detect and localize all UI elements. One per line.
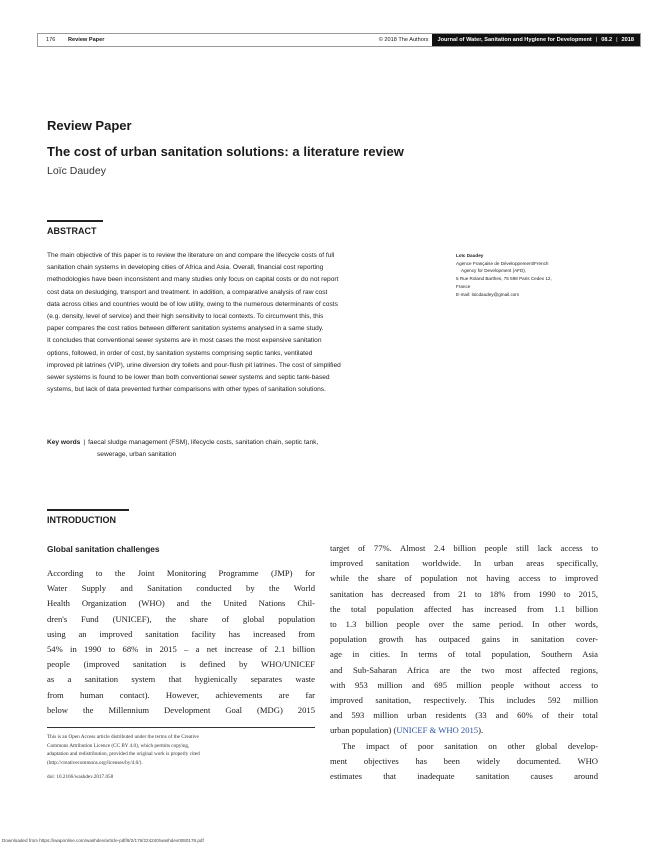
body-line: improved sanitation worldwide. In urban areas specifically, (330, 558, 598, 569)
article-type: Review Paper (47, 118, 132, 133)
footnote-line: adaptation and redistribution, provided the original work is properly cited (47, 751, 200, 758)
body-text: ). (478, 725, 484, 736)
body-line: and Sub-Saharan Africa are the two most affected regions, (330, 664, 598, 675)
author-affiliation (456, 252, 636, 298)
abstract-line: options, followed, in order of cost, by sanitation systems comprising septic tanks, ventilated (47, 349, 313, 357)
footnote-rule (47, 727, 315, 728)
abstract-line: methodologies have been inconsistent and many studies only focus on capital costs or do not report (47, 276, 339, 284)
affiliation-name: Loïc Daudey (456, 253, 484, 258)
body-text: urban population) ( (330, 725, 397, 736)
body-line: Water Supply and Sanitation conducted by the World (47, 583, 315, 594)
abstract-line: sewer systems is found to be lower than both conventional sewer systems and septic tank-based (47, 374, 330, 382)
body-line: target of 77%. Almost 2.4 billion people still lack access to (330, 543, 598, 553)
body-line: as a sanitation system that hygienically separates waste (47, 674, 315, 685)
abstract-line: sanitation chain systems in developing cities of Africa and Asia. Overall, financial cost reporting (47, 264, 324, 272)
separator: | (595, 37, 598, 43)
body-line: ment objectives has been widely documented. WHO (330, 755, 598, 766)
article-author: Loïc Daudey (47, 165, 106, 177)
body-left-column (47, 566, 315, 718)
volume-issue: 08.2 (601, 37, 613, 43)
body-line: The impact of poor sanitation on other global develop- (342, 740, 598, 751)
introduction-rule (47, 509, 129, 511)
body-line: improved sanitation, respectively. This includes 592 million (330, 695, 598, 706)
body-line: population growth has outpaced gains in sanitation cover- (330, 634, 598, 645)
keywords (47, 437, 441, 461)
body-line: to 1.3 billion people over the same period. In other words, (330, 619, 598, 630)
abstract-line: improved pit latrines (VIP), urine diversion dry toilets and pour-flush pit latrines. The cost of simplified (47, 361, 341, 369)
abstract-line: The main objective of this paper is to review the literature on and compare the lifecycle costs of full (47, 252, 335, 259)
body-line: estimates that inadequate sanitation causes around (330, 771, 598, 782)
body-line: age in cities. In terms of total population, Southern Asia (330, 649, 598, 660)
introduction-heading: INTRODUCTION (47, 515, 116, 525)
subsection-heading: Global sanitation challenges (47, 544, 160, 554)
license-footnote (47, 733, 315, 767)
body-line: with 953 million and 695 million people without access to (330, 679, 598, 690)
body-right-column (330, 541, 598, 784)
body-line: sanitation has decreased from 21 to 18% from 1990 to 2015, (330, 588, 598, 599)
abstract-line: It concludes that conventional sewer systems are in most cases the most expensive sanitation (47, 337, 322, 345)
abstract-line: systems, but lack of data prevented further comparisons with other types of sanitation solutions. (47, 386, 326, 394)
doi[interactable]: doi: 10.2166/washdev.2017.058 (47, 774, 114, 781)
affiliation-email[interactable]: E-mail: loicdaudey@gmail.com (456, 291, 520, 297)
body-line: people (improved sanitation is defined by WHO/UNICEF (47, 659, 315, 670)
abstract-heading: ABSTRACT (47, 226, 97, 236)
body-line: dren's Fund (UNICEF), the share of global population (47, 613, 315, 624)
body-line: from human contact). However, achievements are far (47, 689, 315, 700)
affiliation-line: France (456, 283, 471, 289)
body-line: and 593 million urban residents (33 and 60% of their total (330, 710, 598, 721)
body-line: According to the Joint Monitoring Programme (JMP) for (47, 568, 315, 578)
body-line: 54% in 1990 to 68% in 2015 – a net increase of 2.1 billion (47, 644, 315, 655)
affiliation-line: Agence Française de Développement/French (456, 260, 549, 266)
abstract-rule (47, 220, 103, 222)
journal-banner (432, 34, 640, 46)
body-line: the total population affected has increased from 1.1 billion (330, 603, 598, 614)
body-line (330, 723, 598, 738)
footnote-area (47, 727, 315, 782)
page-number: 176 (46, 37, 56, 43)
citation-link[interactable]: UNICEF & WHO 2015 (396, 725, 479, 736)
journal-name: Journal of Water, Sanitation and Hygiene for Development (437, 37, 592, 43)
affiliation-line: 5 Rue Roland Barthes, 75 598 Paris Cedex 12, (456, 276, 552, 282)
keywords-line-1: faecal sludge management (FSM), lifecycle costs, sanitation chain, septic tank, (88, 439, 319, 446)
footnote-line: Commons Attribution Licence (CC BY 4.0), which permits copying, (47, 742, 190, 749)
affiliation-line: Agency for Development (AFD), (461, 268, 527, 274)
abstract-line: (e.g. density, level of service) and their high sensitivity to local contexts. To circumvent this, this (47, 313, 324, 321)
keywords-separator: | (83, 439, 86, 446)
body-line: below the Millennium Development Goal (MDG) 2015 (47, 704, 315, 715)
body-line: using an improved sanitation facility has increased from (47, 628, 315, 639)
body-line: Health Organization (WHO) and the United Nations Chil- (47, 598, 315, 609)
running-section: Review Paper (68, 37, 105, 43)
abstract-line: cost data on desludging, transport and treatment. In addition, a comparative analysis of raw cost (47, 288, 328, 296)
article-title: The cost of urban sanitation solutions: a literature review (47, 144, 404, 159)
keywords-line-2: sewerage, urban sanitation (97, 451, 177, 459)
download-note: Downloaded from https://iwaponline.com/washdev/article-pdf/8/2/176/224240/washdev0080176.pdf (2, 838, 204, 843)
journal-year: 2018 (621, 37, 634, 43)
body-line: while the share of population not having access to improved (330, 573, 598, 584)
abstract-line: paper compares the cost ratios between different sanitation systems analysed in a same study. (47, 325, 324, 333)
copyright: © 2018 The Authors (378, 37, 429, 43)
footnote-line: This is an Open Access article distributed under the terms of the Creative (47, 734, 199, 740)
abstract-text (47, 250, 441, 396)
separator: | (616, 37, 618, 43)
abstract-line: data across cities and countries would be of low utility, owing to the numerous determinants of costs (47, 300, 338, 308)
footnote-license-link[interactable]: (http://creativecommons.org/licenses/by/4.0/). (47, 759, 143, 766)
running-header (37, 33, 641, 47)
keywords-label: Key words (47, 439, 81, 446)
